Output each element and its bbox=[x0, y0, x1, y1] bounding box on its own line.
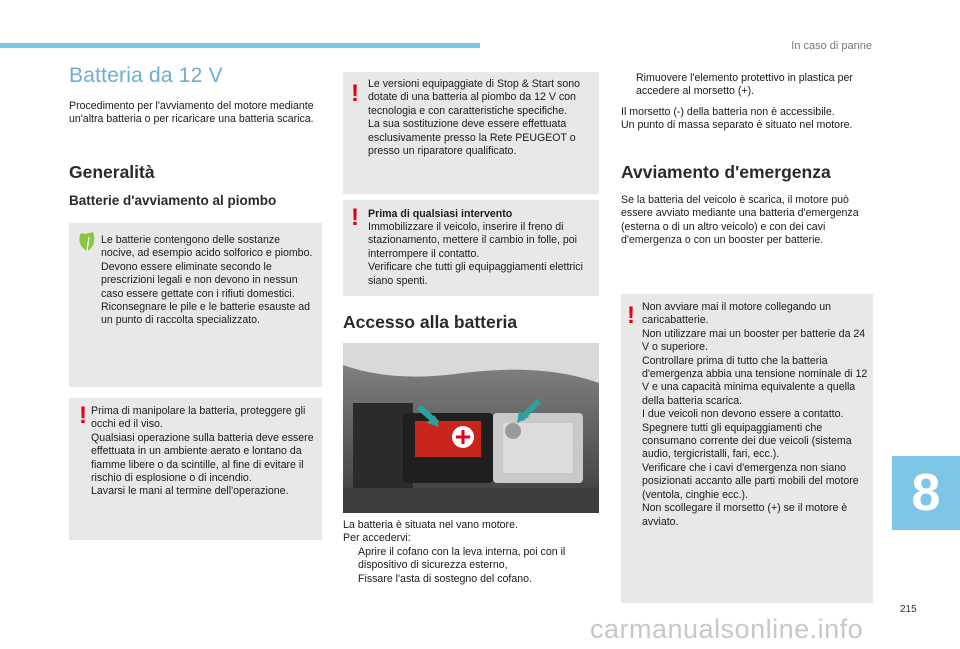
header-bar bbox=[0, 43, 480, 48]
list-item bbox=[343, 546, 599, 573]
list-item-text: Rimuovere l'elemento protettivo in plastica per accedere al morsetto (+). bbox=[636, 72, 853, 98]
list-item bbox=[621, 72, 871, 99]
list-item-text: Aprire il cofano con la leva interna, poi con il dispositivo di sicurezza esterno, bbox=[358, 546, 566, 572]
warning-box-emergency-start bbox=[621, 294, 873, 603]
exclamation-mark-icon: ! bbox=[79, 402, 87, 429]
exclamation-mark-icon: ! bbox=[351, 204, 359, 231]
list-item-text: Fissare l'asta di sostegno del cofano. bbox=[358, 572, 532, 585]
heading-accesso-batteria: Accesso alla batteria bbox=[343, 312, 518, 332]
emergency-start-intro: Se la batteria del veicolo è scarica, il motore può essere avviato mediante una batteria d'emergenza (esterna o di un altro veicolo) e con dei cavi d'emergenza o con un booster per batterie. bbox=[621, 194, 859, 247]
list-item bbox=[343, 573, 599, 586]
intro-text: Procedimento per l'avviamento del motore mediante un'altra batteria o per ricaricare una batteria scarica. bbox=[69, 100, 314, 126]
heading-batterie-piombo: Batterie d'avviamento al piombo bbox=[69, 193, 277, 208]
battery-location-text: La batteria è situata nel vano motore. Per accedervi: bbox=[343, 519, 518, 545]
access-steps-list bbox=[343, 546, 599, 586]
eco-info-box bbox=[69, 223, 322, 387]
bullet-marker bbox=[343, 546, 358, 573]
warning-box-text: Prima di manipolare la batteria, proteggere gli occhi ed il viso. Qualsiasi operazione sulla batteria deve essere effettuata in un ambiente aerato e lontano da fiamme libere o da scintille, al fine di evitare il rischio di esplosione o di incendio. Lavarsi le mani al termine dell'operazione. bbox=[91, 405, 314, 498]
remove-protective-item bbox=[621, 72, 871, 99]
bullet-marker bbox=[621, 72, 636, 99]
warning-box-before-intervention bbox=[343, 200, 599, 296]
bullet-marker bbox=[343, 573, 358, 586]
watermark-text: carmanualsonline.info bbox=[590, 614, 864, 644]
page-number: 215 bbox=[900, 604, 917, 615]
warning-box-text: Immobilizzare il veicolo, inserire il freno di stazionamento, mettere il cambio in folle, poi interrompere il contatto. Verificare che tutti gli equipaggiamenti elettrici siano spenti. bbox=[368, 221, 583, 287]
exclamation-mark-icon: ! bbox=[627, 302, 635, 329]
eco-box-text: Le batterie contengono delle sostanze nocive, ad esempio acido solforico e piombo. Devono essere eliminate secondo le prescrizioni legali e non devono in nessun caso essere gettate con i rifiuti domestici. Riconsegnare le pile e le batterie esauste ad un punto di raccolta specializzato. bbox=[101, 234, 313, 327]
warning-box-text: Le versioni equipaggiate di Stop & Start sono dotate di una batteria al piombo da 12 V con tecnologia e con caratteristiche specifiche. La sua sostituzione deve essere effettuata esclusivamente presso la Rete PEUGEOT o presso un riparatore qualificato. bbox=[368, 78, 581, 158]
section-title: In caso di panne bbox=[791, 40, 872, 52]
warning-box-text: Non avviare mai il motore collegando un caricabatterie. Non utilizzare mai un booster per batterie da 24 V o superiore. Controllare prima di tutto che la batteria d'emergenza abbia una tensione nominale di 12 V e una capacità minima equivalente a quella della batteria scarica. I due veicoli non devono essere a contatto. Spegnere tutti gli equipaggiamenti che consumano corrente dei due veicoli (sistema audio, tergicristalli, fari, ecc.). Verificare che i cavi d'emergenza non siano posizionati accanto alle parti mobili del motore (ventola, cinghie ecc.). Non scollegare il morsetto (+) se il motore è avviato. bbox=[642, 301, 868, 528]
engine-bay-photo bbox=[343, 343, 599, 513]
terminal-info-text: Il morsetto (-) della batteria non è accessibile. Un punto di massa separato è situato nel motore. bbox=[621, 106, 853, 132]
warning-box-stop-start bbox=[343, 72, 599, 194]
leaf-icon bbox=[77, 231, 97, 253]
heading-avviamento-emergenza: Avviamento d'emergenza bbox=[621, 162, 831, 182]
warning-box-title: Prima di qualsiasi intervento bbox=[368, 208, 513, 220]
chapter-tab: 8 bbox=[892, 456, 960, 530]
heading-generalita: Generalità bbox=[69, 162, 155, 182]
warning-box-battery-handling bbox=[69, 398, 322, 540]
page-title: Batteria da 12 V bbox=[69, 64, 223, 87]
exclamation-mark-icon: ! bbox=[351, 80, 359, 107]
